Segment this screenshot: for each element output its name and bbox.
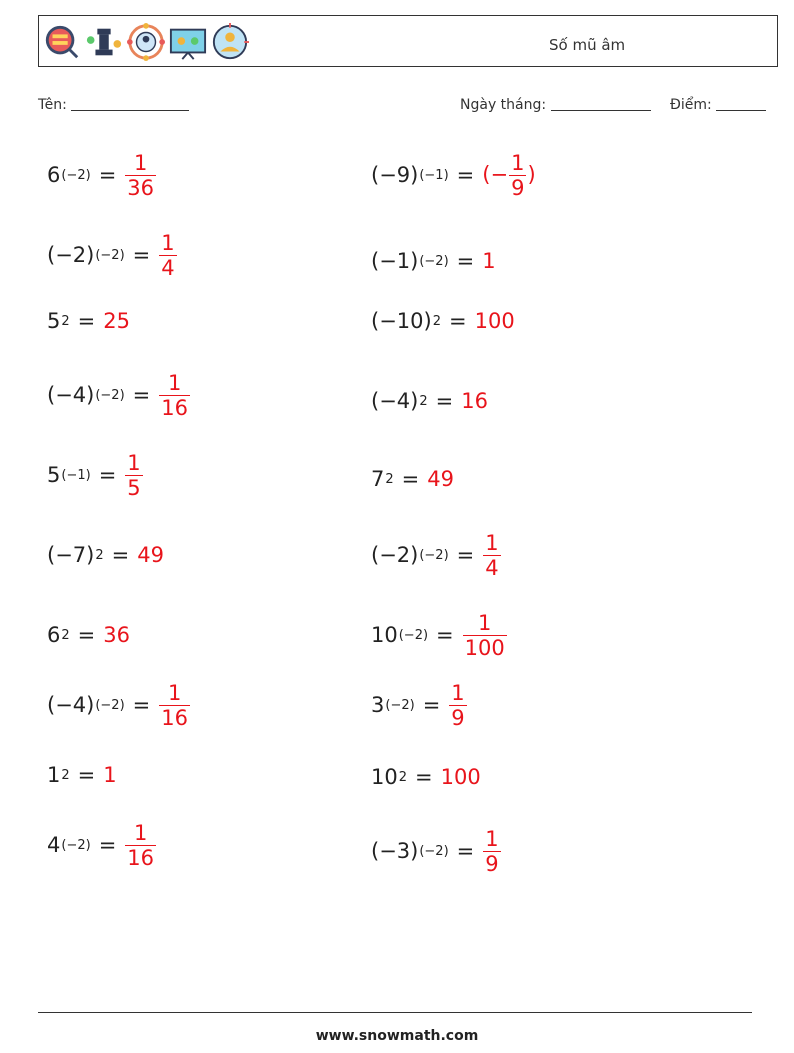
footer-divider xyxy=(38,1012,752,1013)
problem-exponent: 2 xyxy=(419,393,428,409)
equals-sign: = xyxy=(77,763,96,787)
problem-exponent: (−2) xyxy=(61,837,91,853)
problem-base: (−4) xyxy=(47,693,95,717)
problem-answer xyxy=(124,451,143,500)
problem-base: (−2) xyxy=(371,543,419,567)
problem-item xyxy=(371,286,515,356)
problem-item xyxy=(371,816,502,886)
fraction-numerator: 1 xyxy=(167,370,182,395)
problem-exponent: 2 xyxy=(61,313,70,329)
answer-fraction xyxy=(125,451,142,500)
problem-base: (−10) xyxy=(371,309,432,333)
answer-value: 49 xyxy=(137,543,164,567)
problem-base: (−9) xyxy=(371,163,419,187)
chess-rook-icon xyxy=(85,23,123,61)
problem-answer xyxy=(103,763,116,787)
answer-value: 16 xyxy=(461,389,488,413)
problem-answer xyxy=(441,765,481,789)
equals-sign: = xyxy=(456,163,475,187)
answer-value: 25 xyxy=(103,309,130,333)
equals-sign: = xyxy=(401,467,420,491)
problem-answer xyxy=(158,231,177,280)
problem-exponent: (−2) xyxy=(419,547,449,563)
problem-answer xyxy=(158,371,191,420)
problem-base: (−7) xyxy=(47,543,95,567)
problem-exponent: 2 xyxy=(61,627,70,643)
answer-fraction xyxy=(509,151,526,200)
equals-sign: = xyxy=(415,765,433,789)
problem-exponent: 2 xyxy=(95,547,104,563)
answer-value: 36 xyxy=(103,623,130,647)
problem-base: 1 xyxy=(47,763,61,787)
presentation-board-icon xyxy=(169,23,207,61)
problem-answer xyxy=(482,249,495,273)
problem-item xyxy=(47,140,157,210)
problem-exponent: 2 xyxy=(61,767,70,783)
answer-value: 100 xyxy=(440,765,481,789)
date-field xyxy=(460,96,651,113)
fraction-numerator: 1 xyxy=(161,230,175,255)
problem-answer xyxy=(124,151,157,200)
fraction-numerator: 1 xyxy=(127,450,141,475)
problem-base: (−3) xyxy=(371,839,419,863)
problem-item xyxy=(47,286,130,356)
equals-sign: = xyxy=(436,623,454,647)
problem-base: 3 xyxy=(371,693,385,717)
problem-base: 5 xyxy=(47,463,61,487)
answer-value: 49 xyxy=(427,467,454,491)
problem-item xyxy=(47,360,191,430)
answer-fraction xyxy=(483,531,500,580)
equals-sign: = xyxy=(132,383,151,407)
name-label: Tên: xyxy=(38,97,67,113)
user-target-icon xyxy=(211,23,249,61)
fraction-denominator: 4 xyxy=(485,555,499,580)
problem-answer xyxy=(427,467,454,491)
score-field xyxy=(670,96,766,113)
team-circle-icon xyxy=(127,23,165,61)
problem-item xyxy=(371,742,481,812)
equals-sign: = xyxy=(456,839,475,863)
problem-exponent: (−2) xyxy=(419,843,449,859)
score-line xyxy=(716,96,766,111)
problem-base: 6 xyxy=(47,163,61,187)
problem-answer xyxy=(482,151,535,200)
fraction-denominator: 100 xyxy=(464,635,505,660)
equals-sign: = xyxy=(456,543,475,567)
problem-answer xyxy=(103,623,130,647)
equals-sign: = xyxy=(422,693,441,717)
equals-sign: = xyxy=(98,163,117,187)
problem-exponent: 2 xyxy=(432,313,441,329)
header-box xyxy=(38,15,778,67)
fraction-numerator: 1 xyxy=(451,680,465,705)
problem-item xyxy=(371,444,454,514)
problem-answer xyxy=(158,681,191,730)
answer-value: 100 xyxy=(474,309,515,333)
problem-item xyxy=(47,520,164,590)
icon-strip xyxy=(43,22,249,62)
problem-item xyxy=(371,600,508,670)
problem-exponent: (−2) xyxy=(385,697,415,713)
answer-value: 1 xyxy=(482,249,496,273)
fraction-numerator: 1 xyxy=(511,150,525,175)
problem-exponent: (−1) xyxy=(419,167,449,183)
problem-item xyxy=(47,810,157,880)
fraction-denominator: 9 xyxy=(485,851,499,876)
problem-base: (−4) xyxy=(47,383,95,407)
problem-answer xyxy=(461,389,488,413)
worksheet-title: Số mũ âm xyxy=(549,36,626,54)
fraction-numerator: 1 xyxy=(485,826,499,851)
fraction-denominator: 36 xyxy=(127,175,155,200)
fraction-numerator: 1 xyxy=(167,680,182,705)
problem-exponent: (−2) xyxy=(419,253,449,269)
answer-fraction xyxy=(125,821,156,870)
problem-base: 5 xyxy=(47,309,61,333)
problem-exponent: (−2) xyxy=(61,167,91,183)
problem-exponent: (−2) xyxy=(398,627,429,643)
problem-item xyxy=(371,520,502,590)
problem-base: 10 xyxy=(371,765,398,789)
fraction-denominator: 4 xyxy=(161,255,175,280)
problem-exponent: (−1) xyxy=(61,467,91,483)
answer-value: 1 xyxy=(103,763,117,787)
fraction-numerator: 1 xyxy=(485,530,499,555)
problem-answer xyxy=(448,681,467,730)
fraction-denominator: 16 xyxy=(161,705,188,730)
answer-fraction xyxy=(159,681,190,730)
footer-url: www.snowmath.com xyxy=(315,1028,479,1044)
fraction-numerator: 1 xyxy=(133,150,148,175)
answer-fraction xyxy=(463,611,507,660)
equals-sign: = xyxy=(111,543,130,567)
date-line xyxy=(551,96,651,111)
answer-fraction xyxy=(159,231,176,280)
problem-answer xyxy=(475,309,515,333)
equals-sign: = xyxy=(98,833,117,857)
problem-answer xyxy=(137,543,164,567)
equals-sign: = xyxy=(77,623,96,647)
name-field xyxy=(38,96,189,113)
problem-item xyxy=(47,220,178,290)
problem-answer xyxy=(482,531,501,580)
answer-fraction xyxy=(449,681,466,730)
problem-base: (−2) xyxy=(47,243,95,267)
problem-base: (−1) xyxy=(371,249,419,273)
fraction-denominator: 9 xyxy=(511,175,525,200)
problem-item xyxy=(47,670,191,740)
equals-sign: = xyxy=(98,463,117,487)
problem-base: 6 xyxy=(47,623,61,647)
answer-fraction xyxy=(483,827,500,876)
problem-exponent: (−2) xyxy=(95,387,125,403)
problem-item xyxy=(47,440,144,510)
fraction-denominator: 16 xyxy=(127,845,155,870)
problem-base: 10 xyxy=(371,623,398,647)
problem-exponent: (−2) xyxy=(95,697,125,713)
fraction-numerator: 1 xyxy=(478,610,492,635)
problem-base: 7 xyxy=(371,467,385,491)
equals-sign: = xyxy=(456,249,475,273)
fraction-denominator: 16 xyxy=(161,395,188,420)
score-label: Điểm: xyxy=(670,97,712,113)
answer-open-paren: (− xyxy=(482,162,509,186)
equals-sign: = xyxy=(77,309,96,333)
problem-answer xyxy=(124,821,157,870)
problem-exponent: (−2) xyxy=(95,247,125,263)
equals-sign: = xyxy=(132,693,151,717)
date-label: Ngày tháng: xyxy=(460,97,547,113)
problem-item xyxy=(371,366,488,436)
problem-item xyxy=(47,600,130,670)
answer-fraction xyxy=(159,371,190,420)
equals-sign: = xyxy=(448,309,467,333)
fraction-numerator: 1 xyxy=(133,820,148,845)
problem-item xyxy=(371,140,536,210)
problem-item xyxy=(47,740,117,810)
problem-answer xyxy=(482,827,501,876)
problem-base: 4 xyxy=(47,833,61,857)
problem-answer xyxy=(103,309,130,333)
problem-exponent: 2 xyxy=(398,769,408,785)
problem-item xyxy=(371,670,468,740)
fraction-denominator: 5 xyxy=(127,475,141,500)
equals-sign: = xyxy=(435,389,454,413)
problem-answer xyxy=(462,611,508,660)
problem-exponent: 2 xyxy=(385,471,394,487)
name-line xyxy=(71,96,189,111)
equals-sign: = xyxy=(132,243,151,267)
badge-icon xyxy=(43,23,81,61)
answer-fraction xyxy=(125,151,156,200)
fraction-denominator: 9 xyxy=(451,705,465,730)
answer-close-paren: ) xyxy=(527,162,536,186)
problem-base: (−4) xyxy=(371,389,419,413)
